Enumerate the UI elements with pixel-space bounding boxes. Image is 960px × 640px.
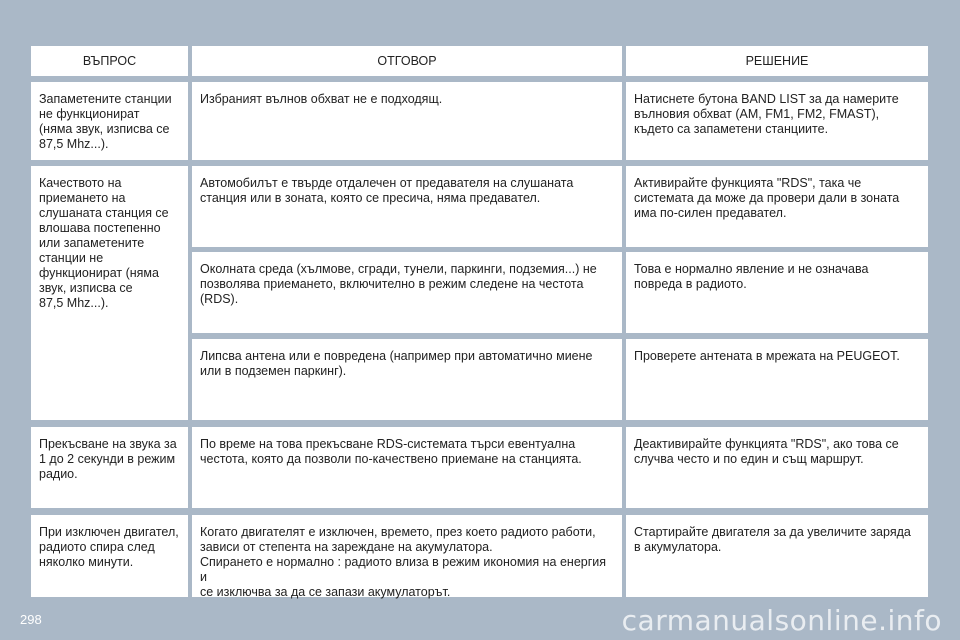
row1-solution: Натиснете бутона BAND LIST за да намерите вълновия обхват (AM, FM1, FM2, FMAST), където са запаметени станциите. bbox=[626, 82, 928, 160]
row4-solution: Стартирайте двигателя за да увеличите заряда в акумулатора. bbox=[626, 515, 928, 597]
row2b-solution: Това е нормално явление и не означава повреда в радиото. bbox=[626, 252, 928, 333]
row2c-answer: Липсва антена или е повредена (например при автоматично миене или в подземен паркинг). bbox=[192, 339, 622, 420]
row4-question: При изключен двигател, радиото спира след няколко минути. bbox=[31, 515, 188, 597]
row3-solution: Деактивирайте функцията "RDS", ако това се случва често и по един и същ маршрут. bbox=[626, 427, 928, 508]
row2-question: Качеството на приемането на слушаната станция се влошава постепенно или запаметените станции не функционират (няма звук, изписва се 87,5 Mhz...). bbox=[31, 166, 188, 420]
row3-question: Прекъсване на звука за 1 до 2 секунди в режим радио. bbox=[31, 427, 188, 508]
row2c-solution: Проверете антената в мрежата на PEUGEOT. bbox=[626, 339, 928, 420]
header-question: ВЪПРОС bbox=[31, 46, 188, 76]
row1-question: Запаметените станции не функционират (няма звук, изписва се 87,5 Mhz...). bbox=[31, 82, 188, 160]
row2b-answer: Околната среда (хълмове, сгради, тунели, паркинги, подземия...) не позволява приемането, включително в режим следене на честота (RDS). bbox=[192, 252, 622, 333]
row2a-solution: Активирайте функцията "RDS", така че системата да може да провери дали в зоната има по-силен предавател. bbox=[626, 166, 928, 247]
page-number: 298 bbox=[20, 612, 42, 627]
row3-answer: По време на това прекъсване RDS-системата търси евентуална честота, която да позволи по-качествено приемане на станцията. bbox=[192, 427, 622, 508]
header-answer: ОТГОВОР bbox=[192, 46, 622, 76]
row1-answer: Избраният вълнов обхват не е подходящ. bbox=[192, 82, 622, 160]
row2a-answer: Автомобилът е твърде отдалечен от предавателя на слушаната станция или в зоната, която се пресича, няма предавател. bbox=[192, 166, 622, 247]
watermark: carmanualsonline.info bbox=[621, 604, 942, 637]
row4-answer: Когато двигателят е изключен, времето, през което радиото работи, зависи от степента на зареждане на акумулатора. Спирането е нормално : радиото влиза в режим икономия на енергия и се изключва за да се запази акумулаторът. bbox=[192, 515, 622, 597]
header-solution: РЕШЕНИЕ bbox=[626, 46, 928, 76]
